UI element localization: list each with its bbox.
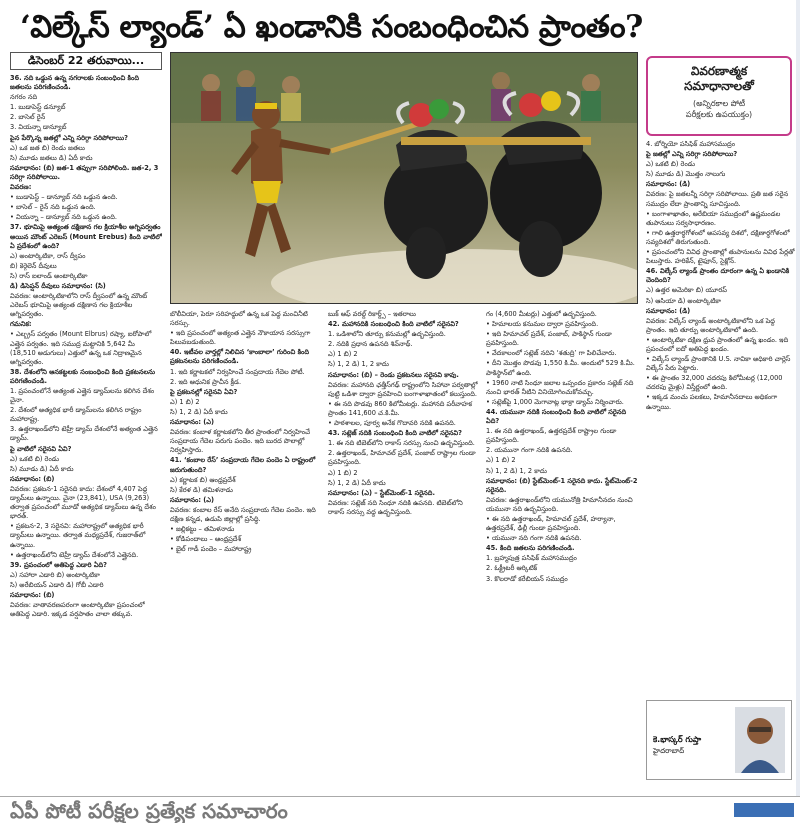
col1-paragraph: 2. బాసెల్ రైన్ [10, 113, 46, 122]
box-subtitle-line1: (అన్నిరకాల పోటీ [692, 99, 746, 108]
col1-paragraph: సమాధానం: (బి) [10, 590, 55, 599]
column-1 [10, 74, 162, 794]
col5-paragraph: వివరణ: పై జతలన్నీ సరిగ్గా సరిపోలాయి. ప్రతి జత సరైన సముద్రం లేదా ప్రాంతాన్ని సూచిస్తుంది. [646, 190, 789, 208]
col5-paragraph: • బంగాళాఖాతం, అరేబియా సముద్రంలో ఉష్ణమండల తుపానులు సర్వసాధారణం. [646, 209, 781, 227]
col1-paragraph: వివరణ: [10, 183, 32, 192]
col1-paragraph: సి) మూడు జతలు డి) ఏదీ కాదు [10, 153, 93, 162]
col5-paragraph: సి) ఆసియా డి) అంటార్కిటికా [646, 296, 722, 305]
kambala-photo-illustration [171, 53, 638, 304]
col4-paragraph: • సట్లెజ్‌పై 1,000 మెగావాట్ల భాక్రా డ్యామ్ నిర్మించారు. [486, 397, 624, 406]
box-title-line1: వివరణాత్మక [690, 64, 748, 78]
col2-paragraph: సి) 1, 2 డి) ఏదీ కాదు [170, 407, 228, 416]
column-2 [170, 310, 322, 800]
col5-paragraph: ఎ) ఉత్తర అమెరికా బి) యూరప్ [646, 286, 727, 295]
col4-paragraph: 3. కొలరాడో కరేబియన్ సముద్రం [486, 574, 568, 583]
col1-paragraph: ఎ) సహారా ఎడారి బి) అంటార్కిటికా [10, 570, 100, 579]
col3-paragraph: సి) 1, 2 డి) 1, 2 కాదు [328, 360, 389, 369]
col5-paragraph: • ఈ ప్రాంతం 32,000 చదరపు కిలోమీటర్ల (12,000 చదరపు మైళ్లు) విస్తీర్ణంలో ఉంది. [646, 374, 783, 392]
col4-paragraph: • వేదకాలంలో సట్లెజ్ నదిని ‘శతుద్రి’ గా పిలిచేవారు. [486, 349, 617, 358]
col1-paragraph: సమాధానం: (బి) జత-1 తప్పుగా సరిపోలింది. జత-2, 3 సరిగ్గా సరిపోలాయి. [10, 163, 159, 181]
col4-paragraph: 45. కింది జతలను పరిగణించండి. [486, 544, 575, 553]
col4-paragraph: 1. బ్రహ్మపుత్ర పసిఫిక్ మహాసముద్రం [486, 554, 577, 563]
box-subtitle-line2: పరీక్షలకు ఉపయుక్తం) [685, 110, 753, 119]
col4-paragraph: • యమునా నది గంగా నదికి ఉపనది. [486, 534, 582, 543]
col3-paragraph: 42. మహానదికి సంబంధించి కింది వాటిలో సరైనవి? [328, 320, 459, 329]
col1-paragraph: 1. ప్రపంచంలోనే అత్యంత ఎత్తైన డ్యామ్‌లను కలిగిన దేశం చైనా. [10, 387, 155, 405]
author-box [646, 700, 792, 780]
col1-paragraph: 37. భూమిపై అత్యంత దక్షిణాన గల క్రియాశీల అగ్నిపర్వతం అయిన మౌంట్ ఎరెబస్ (Mount Erebus) కింది వాటిలో ఏ ప్రదేశంలో ఉంది? [10, 223, 162, 250]
col2-paragraph: • జల్లికట్టు – తమిళనాడు [170, 525, 235, 534]
col3-paragraph: ఎ) 1 బి) 2 [328, 350, 358, 359]
col1-paragraph: 3. వియన్నా డాన్యూబ్ [10, 123, 67, 132]
col3-paragraph: బుక్ ఆఫ్ వరల్డ్ రికార్డ్స్ – ఇతరాలు [328, 310, 416, 318]
col1-paragraph: పై వాటిలో సరైనవి ఏవి? [10, 444, 72, 453]
col2-paragraph: సి) కేరళ డి) తమిళనాడు [170, 485, 233, 494]
col4-paragraph: 2. ఓక్ట్రీటరీ ఆర్కిటిక్ [486, 564, 538, 573]
col1-paragraph: • ఉత్తరాఖండ్‌లోని టెహ్రీ డ్యామ్ దేశంలోనే ఎత్తైనది. [10, 550, 139, 559]
col1-paragraph: • బాసెల్ – రైన్ నది ఒడ్డున ఉంది. [10, 203, 96, 212]
col5-paragraph: ఎ) ఒకటి బి) రెండు [646, 160, 695, 169]
col5-paragraph: • విల్కేస్ ల్యాండ్ ప్రాంతానికి U.S. నావికా అధికారి చార్లెస్ విల్కేస్ పేరు పెట్టారు. [646, 355, 791, 373]
col1-paragraph: • ప్రకటన-2, 3 సరైనవి: మహారాష్ట్రలో అత్యధిక భారీ డ్యామ్‌లు ఉన్నాయి. తర్వాత మధ్యప్రదేశ్, గుజరాత్‌లో ఉన్నాయి. [10, 522, 146, 549]
feature-box [646, 56, 792, 136]
col4-paragraph: • దీని మొత్తం పొడవు 1,550 కి.మీ. అందులో 529 కి.మీ. పాకిస్థాన్‌లో ఉంది. [486, 359, 635, 377]
col5-paragraph: 4. బోర్నియో పసిఫిక్ మహాసముద్రం [646, 140, 736, 148]
col1-paragraph: సి) అరేబియన్ ఎడారి డి) గోబీ ఎడారి [10, 580, 104, 589]
col2-paragraph: పై ప్రకటనల్లో సరైనవి ఏవి? [170, 387, 238, 396]
col2-paragraph: 41. ‘కంబాల రేస్’ సంప్రదాయ గేదెల పందెం ఏ రాష్ట్రంలో జరుగుతుంది? [170, 456, 316, 474]
col4-paragraph: • ఇది హిమాచల్ ప్రదేశ్, పంజాబ్, పాకిస్థాన్ గుండా ప్రవహిస్తుంది. [486, 330, 612, 348]
col2-paragraph: 2. ఇది ఆధునిక ప్రాచీన క్రీడ. [170, 377, 242, 386]
col1-paragraph: వివరణ: ప్రకటన-1 సరైనది కాదు: దేశంలో 4,407 పెద్ద డ్యామ్‌లు ఉన్నాయి. చైనా (23,841), USA (9,263) తర్వాత ప్రపంచంలో మూడో అత్యధిక డ్యామ్‌లు ఉన్న దేశం భారత్. [10, 484, 156, 521]
col3-paragraph: సి) 1, 2 డి) ఏదీ కాదు [328, 478, 386, 487]
author-name: కె.భాస్కర్ గుప్తా [653, 735, 702, 744]
col5-paragraph: • ప్రపంచంలోని వివిధ ప్రాంతాల్లో తుపానులను వివిధ పేర్లతో పిలుస్తారు. హరికేన్, టైఫూన్, సైక్లోన్. [646, 248, 795, 266]
col2-paragraph: వివరణ: కంబాల రేస్ అనేది సంప్రదాయ గేదెల పందెం. ఇది దక్షిణ కన్నడ, ఉడుపి జిల్లాల్లో ప్రసిద్ధి. [170, 505, 316, 523]
col3-paragraph: వివరణ: సట్లెజ్ నది సింధూ నదికి ఉపనది. టిబెట్‌లోని రాకాస్ సరస్సు వద్ద ఉద్భవిస్తుంది. [328, 498, 463, 516]
col5-paragraph: • గాలి ఉత్తరార్ధగోళంలో అపసవ్య దిశలో, దక్షిణార్ధగోళంలో సవ్యదిశలో తిరుగుతుంది. [646, 228, 790, 246]
col3-paragraph: • పాఠశాలల, పూర్వ అనేక గొదావరి నదికి ఉపనది. [328, 419, 456, 428]
col4-paragraph: ఎ) 1 బి) 2 [486, 456, 516, 465]
col1-paragraph: 39. ప్రపంచంలో అతిపెద్ద ఎడారి ఏది? [10, 560, 107, 569]
col3-paragraph: సమాధానం: (బి) – రెండు ప్రకటనలు సరైనవి కావు. [328, 370, 459, 379]
col4-paragraph: 44. యమునా నదికి సంబంధించి కింది వాటిలో సరైనది ఏది? [486, 407, 627, 426]
bottom-strip [0, 796, 800, 823]
column-3 [328, 310, 480, 800]
col2-paragraph: ఎ) కర్ణాటక బి) ఆంధ్రప్రదేశ్ [170, 475, 236, 484]
col1-paragraph: డి) డిసెప్షన్ దీవులు సమాధానం: (సి) [10, 281, 106, 290]
col1-paragraph: సమాధానం: (బి) [10, 474, 55, 483]
col3-paragraph: 43. సట్లెజ్ నదికి సంబంధించి కింది వాటిలో సరైనవి? [328, 429, 462, 438]
box-title-line2: సమాధానాలతో [684, 79, 754, 93]
col1-paragraph: గమనిక: [10, 320, 32, 329]
col5-paragraph: సి) మూడు డి) మొత్తం నాలుగు [646, 170, 726, 179]
col1-paragraph: 1. బుడాపెస్ట్ డన్యూబ్ [10, 103, 66, 112]
col4-paragraph: 1. ఈ నది ఉత్తరాఖండ్, ఉత్తరప్రదేశ్ రాష్ట్రాల గుండా ప్రవహిస్తుంది. [486, 427, 617, 445]
col1-paragraph: • ఎల్బ్రస్ పర్వతం (Mount Elbrus) రష్యా, ఐరోపాలో ఎత్తైన పర్వతం. ఇది సముద్ర మట్టానికి 5,642 మీ (18,510 అడుగులు) ఎత్తులో ఉన్న ఒక నిద్రాణమైన అగ్నిపర్వతం. [10, 330, 152, 366]
col1-paragraph: సి) రాస్ ఐలాండ్ అంటార్కిటికా [10, 271, 88, 280]
col4-paragraph: గం (4,600 మీటర్లు) ఎత్తులో ఉద్భవిస్తుంది. [486, 310, 597, 318]
col2-paragraph: సమాధానం: (ఎ) [170, 495, 214, 504]
col5-paragraph: • అంటార్కిటికా దక్షిణ ధ్రువ ప్రాంతంలో ఉన్న ఖండం. ఇది ప్రపంచంలో ఐదో అతిపెద్ద ఖండం. [646, 335, 789, 353]
bottom-headline: ఏపీ పోటీ పరీక్షల ప్రత్యేక సమాచారం [10, 799, 288, 823]
side-rail [796, 0, 800, 823]
col5-paragraph: వివరణ: విల్కేస్ ల్యాండ్ అంటార్కిటికాలోని ఒక పెద్ద ప్రాంతం. ఇది తూర్పు అంటార్కిటికాలో ఉంది. [646, 316, 775, 334]
date-banner: డిసెంబర్ 22 తరువాయి... [10, 52, 162, 70]
col1-paragraph: నగరం నది [10, 93, 38, 102]
col3-paragraph: వివరణ: మహానది ఛత్తీస్‌గఢ్ రాష్ట్రంలోని సిహావా పర్వతాల్లో పుట్టి ఒడిశా ద్వారా ప్రవహించి బంగాళాఖాతంలో కలుస్తుంది. [328, 380, 478, 398]
author-photo [735, 707, 785, 773]
col3-paragraph: 1. ఒడిశాలోని తూర్పు కనుమల్లో ఉద్భవిస్తుంది. [328, 330, 446, 339]
col2-paragraph: 40. ఇటీవల వార్తల్లో నిలిచిన ‘కాంబాలా’ గురించి కింది ప్రకటనలను పరిగణించండి. [170, 348, 310, 366]
page-headline: ‘విల్కేస్ ల్యాండ్’ ఏ ఖండానికి సంబంధించిన ప్రాంతం? [20, 9, 643, 45]
col2-paragraph: 1. ఇది కర్ణాటకలో నిర్వహించే సంప్రదాయ గేదెల పోటీ. [170, 367, 305, 376]
col2-paragraph: • బైల్ గాడీ పందెం – మహారాష్ట్ర [170, 545, 252, 554]
col5-paragraph: పై జతల్లో ఎన్ని సరిగ్గా సరిపోలాయి? [646, 150, 738, 159]
col4-paragraph: 2. యమునా గంగా నదికి ఉపనది. [486, 446, 573, 455]
col5-paragraph: సమాధానం: (డి) [646, 306, 691, 315]
col5-paragraph: 46. విల్కేస్ ల్యాండ్ ప్రాంతం దూరంగా ఉన్న ఏ ఖండానికి చెందింది? [646, 267, 790, 285]
col3-paragraph: 2. ఉత్తరాఖండ్, హిమాచల్ ప్రదేశ్, పంజాబ్ రాష్ట్రాల గుండా ప్రవహిస్తుంది. [328, 449, 476, 467]
col2-paragraph: సమాధానం: (ఎ) [170, 418, 214, 427]
author-place: హైదరాబాద్ [653, 747, 685, 755]
col4-paragraph: • హిమాలయ కనుమల ద్వారా ప్రవహిస్తుంది. [486, 320, 599, 329]
col2-paragraph: బొలీవియా, పెరూ సరిహద్దులో ఉన్న ఒక పెద్ద మంచినీటి సరస్సు. [170, 310, 308, 328]
col5-paragraph: సమాధానం: (డి) [646, 180, 691, 189]
col1-paragraph: 38. దేశంలోని ఆనకట్టలకు సంబంధించి కింది ప్రకటనలను పరిగణించండి. [10, 367, 156, 385]
col5-paragraph: • ఇక్కడ మంచు పలకలు, హిమానీనదాలు అధికంగా ఉన్నాయి. [646, 393, 778, 411]
col1-paragraph: • బుడాపెస్ట్ – డాన్యూబ్ నది ఒడ్డున ఉంది. [10, 193, 118, 202]
col4-paragraph: • 1960 నాటి సింధూ జలాల ఒప్పందం ప్రకారం సట్లెజ్ నది నుంచి భారత్ నీటిని వినియోగించుకోవచ్చు. [486, 378, 634, 396]
column-4 [486, 310, 638, 800]
col4-paragraph: సి) 1, 2 డి) 1, 2 కాదు [486, 466, 547, 475]
col3-paragraph: • ఈ నది పొడవు 860 కిలోమీటర్లు. మహానది పరీవాహక ప్రాంతం 141,600 చ.కి.మీ. [328, 399, 473, 417]
col2-paragraph: • ఇది ప్రపంచంలో అత్యంత ఎత్తైన నౌకాయాన సరస్సుగా పిలువబడుతుంది. [170, 329, 311, 347]
col1-paragraph: బి) కెర్గెలెన్ దీవులు [10, 261, 57, 270]
col2-paragraph: • కోడిపందాలు – ఆంధ్రప్రదేశ్ [170, 535, 242, 544]
col1-paragraph: 36. నది ఒడ్డున ఉన్న నగరాలకు సంబంధించి కింది జతలను పరిగణించండి. [10, 74, 139, 92]
col1-paragraph: ఎ) ఒకటి బి) రెండు [10, 454, 59, 463]
kambala-photo [170, 52, 638, 304]
col3-paragraph: ఎ) 1 బి) 2 [328, 468, 358, 477]
col1-paragraph: సి) మూడు డి) ఏదీ కాదు [10, 464, 74, 473]
photo-yoke [401, 137, 591, 145]
col1-paragraph: ఎ) అంటార్కిటికా, రాస్ ద్వీపం [10, 251, 86, 260]
col1-paragraph: వివరణ: అంటార్కిటికాలోని రాస్ ద్వీపంలో ఉన్న మౌంట్ ఎరెబస్ భూమిపై అత్యంత దక్షిణాన గల క్రియాశీల అగ్నిపర్వతం. [10, 292, 148, 319]
col1-paragraph: 3. ఉత్తరాఖండ్‌లోని టెహ్రీ డ్యామ్ దేశంలోనే అత్యంత ఎత్తైన డ్యామ్. [10, 425, 158, 443]
col4-paragraph: వివరణ: ఉత్తరాఖండ్‌లోని యమునోత్రి హిమానీనదం నుంచి యమునా నది ఉద్భవిస్తుంది. [486, 495, 633, 513]
col4-paragraph: సమాధానం: (బి) స్టేట్‌మెంట్-1 సరైనది కాదు. స్టేట్‌మెంట్-2 సరైనది. [486, 476, 638, 494]
col1-paragraph: ఎ) ఒక జత బి) రెండు జతలు [10, 143, 85, 152]
column-5 [646, 140, 796, 700]
col2-paragraph: ఎ) 1 బి) 2 [170, 397, 200, 406]
col3-paragraph: 1. ఈ నది టిబెట్‌లోని రాకాస్ సరస్సు నుంచి ఉద్భవిస్తుంది. [328, 439, 475, 448]
bottom-tag [734, 803, 794, 817]
col1-paragraph: • వియన్నా – డాన్యూబ్ నది ఒడ్డున ఉంది. [10, 213, 117, 222]
col1-paragraph: పైన పేర్కొన్న జతల్లో ఎన్ని సరిగ్గా సరిపోలాయి? [10, 133, 128, 142]
col1-paragraph: 2. దేశంలో అత్యధిక భారీ డ్యామ్‌లను కలిగిన రాష్ట్రం మహారాష్ట్ర. [10, 406, 142, 424]
col1-paragraph: వివరణ: వాతావరణపరంగా అంటార్కిటికా ప్రపంచంలో అతిపెద్ద ఎడారి. ఇక్కడ వర్షపాతం చాలా తక్కువ. [10, 601, 145, 619]
col4-paragraph: • ఈ నది ఉత్తరాఖండ్, హిమాచల్ ప్రదేశ్, హర్యానా, ఉత్తరప్రదేశ్, ఢిల్లీ గుండా ప్రవహిస్తుంది. [486, 514, 616, 533]
col2-paragraph: వివరణ: కంబాళ కర్ణాటకలోని తీర ప్రాంతంలో నిర్వహించే సంప్రదాయ గేదెల పరుగు పందెం. ఇది బురద పొలాల్లో నిర్వహిస్తారు. [170, 428, 311, 455]
col3-paragraph: 2. నదికి ప్రధాన ఉపనది శివ్‌నాథ్. [328, 340, 413, 349]
col3-paragraph: సమాధానం: (ఎ) – స్టేట్‌మెంట్-1 సరైనది. [328, 488, 435, 497]
